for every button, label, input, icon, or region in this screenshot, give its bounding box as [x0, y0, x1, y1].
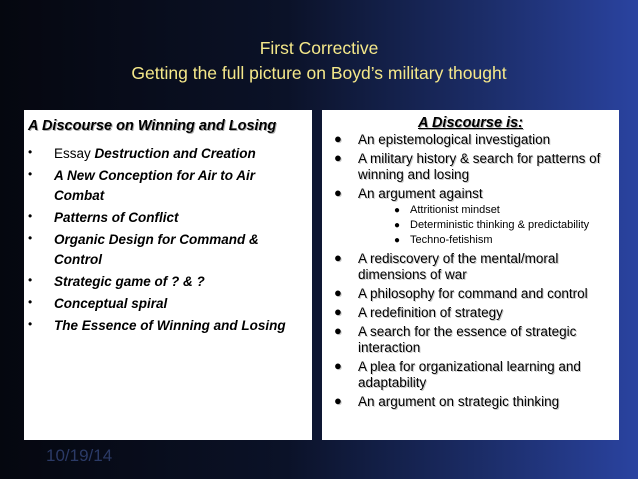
list-item: • Organic Design for Command & Control [54, 230, 304, 270]
bullet-icon: ● [334, 185, 342, 200]
title-line-1: First Corrective [259, 38, 379, 58]
list-item: ● A redefinition of strategy [334, 304, 503, 320]
bullet-icon: ● [334, 323, 342, 338]
bullet-icon: • [28, 231, 33, 245]
list-item: • Strategic game of ? & ? [54, 272, 304, 292]
bullet-icon: • [28, 167, 33, 181]
bullet-icon: ● [334, 304, 342, 319]
bullet-icon: • [28, 273, 33, 287]
right-list [332, 132, 614, 413]
left-heading: A Discourse on Winning and Losing [28, 118, 277, 134]
title-line-2: Getting the full picture on Boyd’s military thought [131, 63, 507, 83]
sub-list-item: ● Techno-fetishism [394, 234, 493, 246]
bullet-icon: • [28, 145, 33, 159]
list-item: ● An argument against ● Attritionist mindset ● Deterministic thinking & predictability ● Techno-fetishism [332, 186, 614, 248]
bullet-icon: ● [394, 205, 401, 216]
list-item: ● A rediscovery of the mental/moral dimensions of war [334, 250, 559, 282]
bullet-icon: ● [334, 393, 342, 408]
list-item: • Patterns of Conflict [54, 208, 304, 228]
right-panel [322, 110, 619, 440]
sub-list [358, 203, 614, 248]
left-list [28, 144, 304, 338]
list-item: • Conceptual spiral [54, 294, 304, 314]
bullet-icon: • [28, 295, 33, 309]
bullet-icon: ● [334, 285, 342, 300]
bullet-icon: ● [334, 150, 342, 165]
bullet-icon: • [28, 317, 33, 331]
list-item: ● A military history & search for patterns of winning and losing [334, 150, 601, 182]
bullet-icon: ● [394, 235, 401, 246]
slide-title [0, 36, 638, 86]
left-panel [24, 110, 312, 440]
list-item: • The Essence of Winning and Losing [54, 316, 304, 336]
bullet-icon: ● [394, 220, 401, 231]
sub-list-item: ● Attritionist mindset [394, 204, 500, 216]
slide-date: 10/19/14 [46, 446, 113, 465]
bullet-icon: ● [334, 358, 342, 373]
right-heading: A Discourse is: [417, 115, 524, 131]
list-item: ● A plea for organizational learning and adaptability [334, 358, 581, 390]
bullet-icon: ● [334, 131, 342, 146]
list-item: ● An argument on strategic thinking [334, 393, 560, 409]
list-item: • Essay Destruction and Creation [54, 144, 304, 164]
list-item: ● An epistemological investigation [334, 131, 551, 147]
bullet-icon: ● [334, 250, 342, 265]
list-item: ● A search for the essence of strategic interaction [334, 323, 577, 355]
sub-list-item: ● Deterministic thinking & predictability [394, 219, 590, 231]
list-item: ● A philosophy for command and control [334, 285, 588, 301]
list-item: • A New Conception for Air to Air Combat [54, 166, 304, 206]
bullet-icon: • [28, 209, 33, 223]
